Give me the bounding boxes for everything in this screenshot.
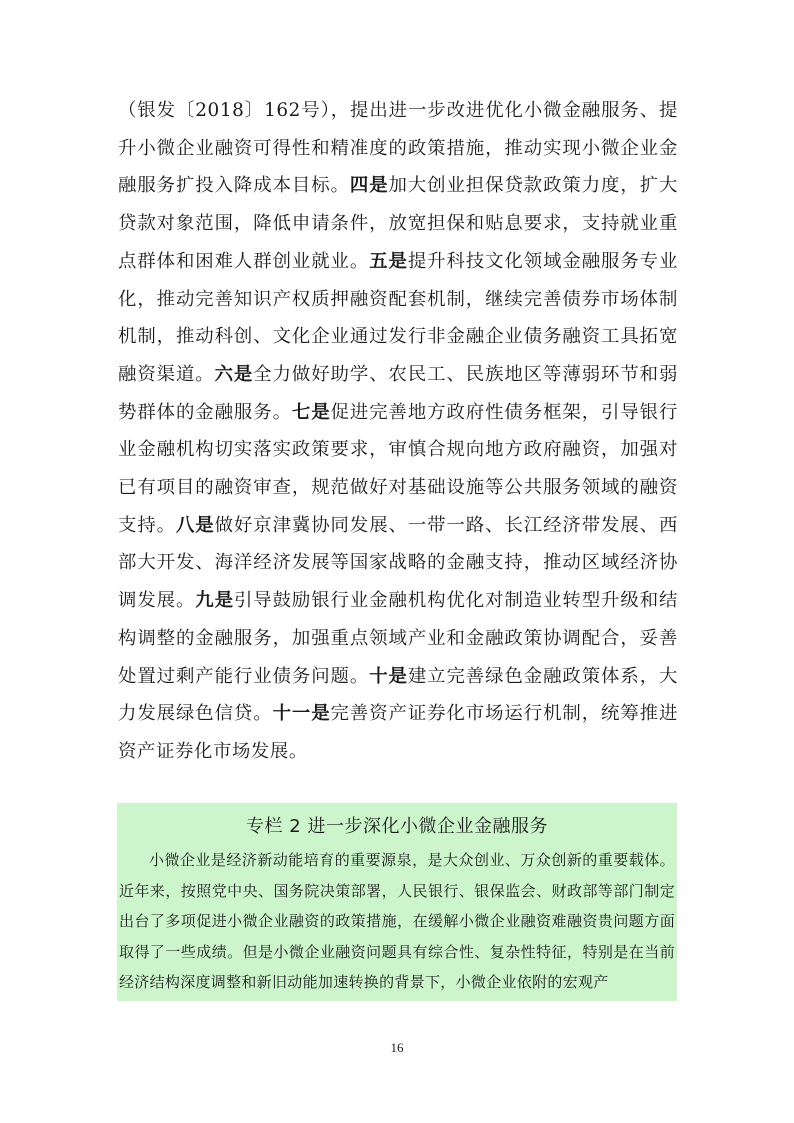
item-marker: 十一是 — [272, 703, 331, 725]
paragraph-text: 建立完善绿色金融政策体系，大力发展绿色信贷。 — [118, 665, 679, 725]
column-text: 小微企业是经济新动能培育的重要源泉，是大众创业、万众创新的重要载体。近年来，按照党中央、国务院决策部署，人民银行、银保监会、财政部等部门制定出台了多项促进小微企业融资的政策措施，在缓解小微企业融资难融资贵问题方面取得了一些成绩。但是小微企业融资问题具有综合性、复杂性特征，特别是在当前经济结构深度调整和新旧动能加速转换的背景下，小微企业依附的宏观产 — [119, 851, 675, 991]
item-marker: 十是 — [369, 665, 408, 687]
item-marker: 九是 — [195, 590, 234, 612]
paragraph-text: 全力做好助学、农民工、民族地区等薄弱环节和弱势群体的金融服务。 — [118, 363, 678, 423]
paragraph-text: 完善资产证券化市场运行机制，统筹推进资产证券化市场发展。 — [118, 703, 678, 762]
main-paragraph — [118, 92, 678, 771]
item-marker: 八是 — [175, 514, 215, 536]
item-marker: 六是 — [214, 363, 254, 385]
column-box — [117, 803, 677, 1001]
paragraph-text: 做好京津冀协同发展、一带一路、长江经济带发展、西部大开发、海洋经济发展等国家战略的金融支持，推动区域经济协调发展。 — [118, 514, 678, 612]
item-marker: 四是 — [349, 175, 389, 197]
page-number: 16 — [390, 1040, 404, 1055]
paragraph-text: 引导鼓励银行业金融机构优化对制造业转型升级和结构调整的金融服务，加强重点领域产业和金融政策协调配合，妥善处置过剩产能行业债务问题。 — [118, 590, 679, 687]
item-marker: 七是 — [291, 401, 331, 423]
item-marker: 五是 — [369, 250, 408, 272]
paragraph-text: 提升科技文化领域金融服务专业化，推动完善知识产权质押融资配套机制，继续完善债券市场体制机制，推动科创、文化企业通过发行非金融企业债务融资工具拓宽融资渠道。 — [118, 250, 679, 385]
paragraph-text: 促进完善地方政府性债务框架，引导银行业金融机构切实落实政策要求，审慎合规向地方政府融资，加强对已有项目的融资审查，规范做好对基础设施等公共服务领域的融资支持。 — [118, 401, 678, 536]
paragraph-text: （银发〔2018〕162号），提出进一步改进优化小微金融服务、提升小微企业融资可得性和精准度的政策措施，推动实现小微企业金融服务扩投入降成本目标。 — [118, 100, 678, 197]
paragraph-text: 加大创业担保贷款政策力度，扩大贷款对象范围，降低申请条件，放宽担保和贴息要求，支持就业重点群体和困难人群创业就业。 — [118, 175, 679, 272]
column-title: 专栏 2 进一步深化小微企业金融服务 — [246, 816, 548, 837]
